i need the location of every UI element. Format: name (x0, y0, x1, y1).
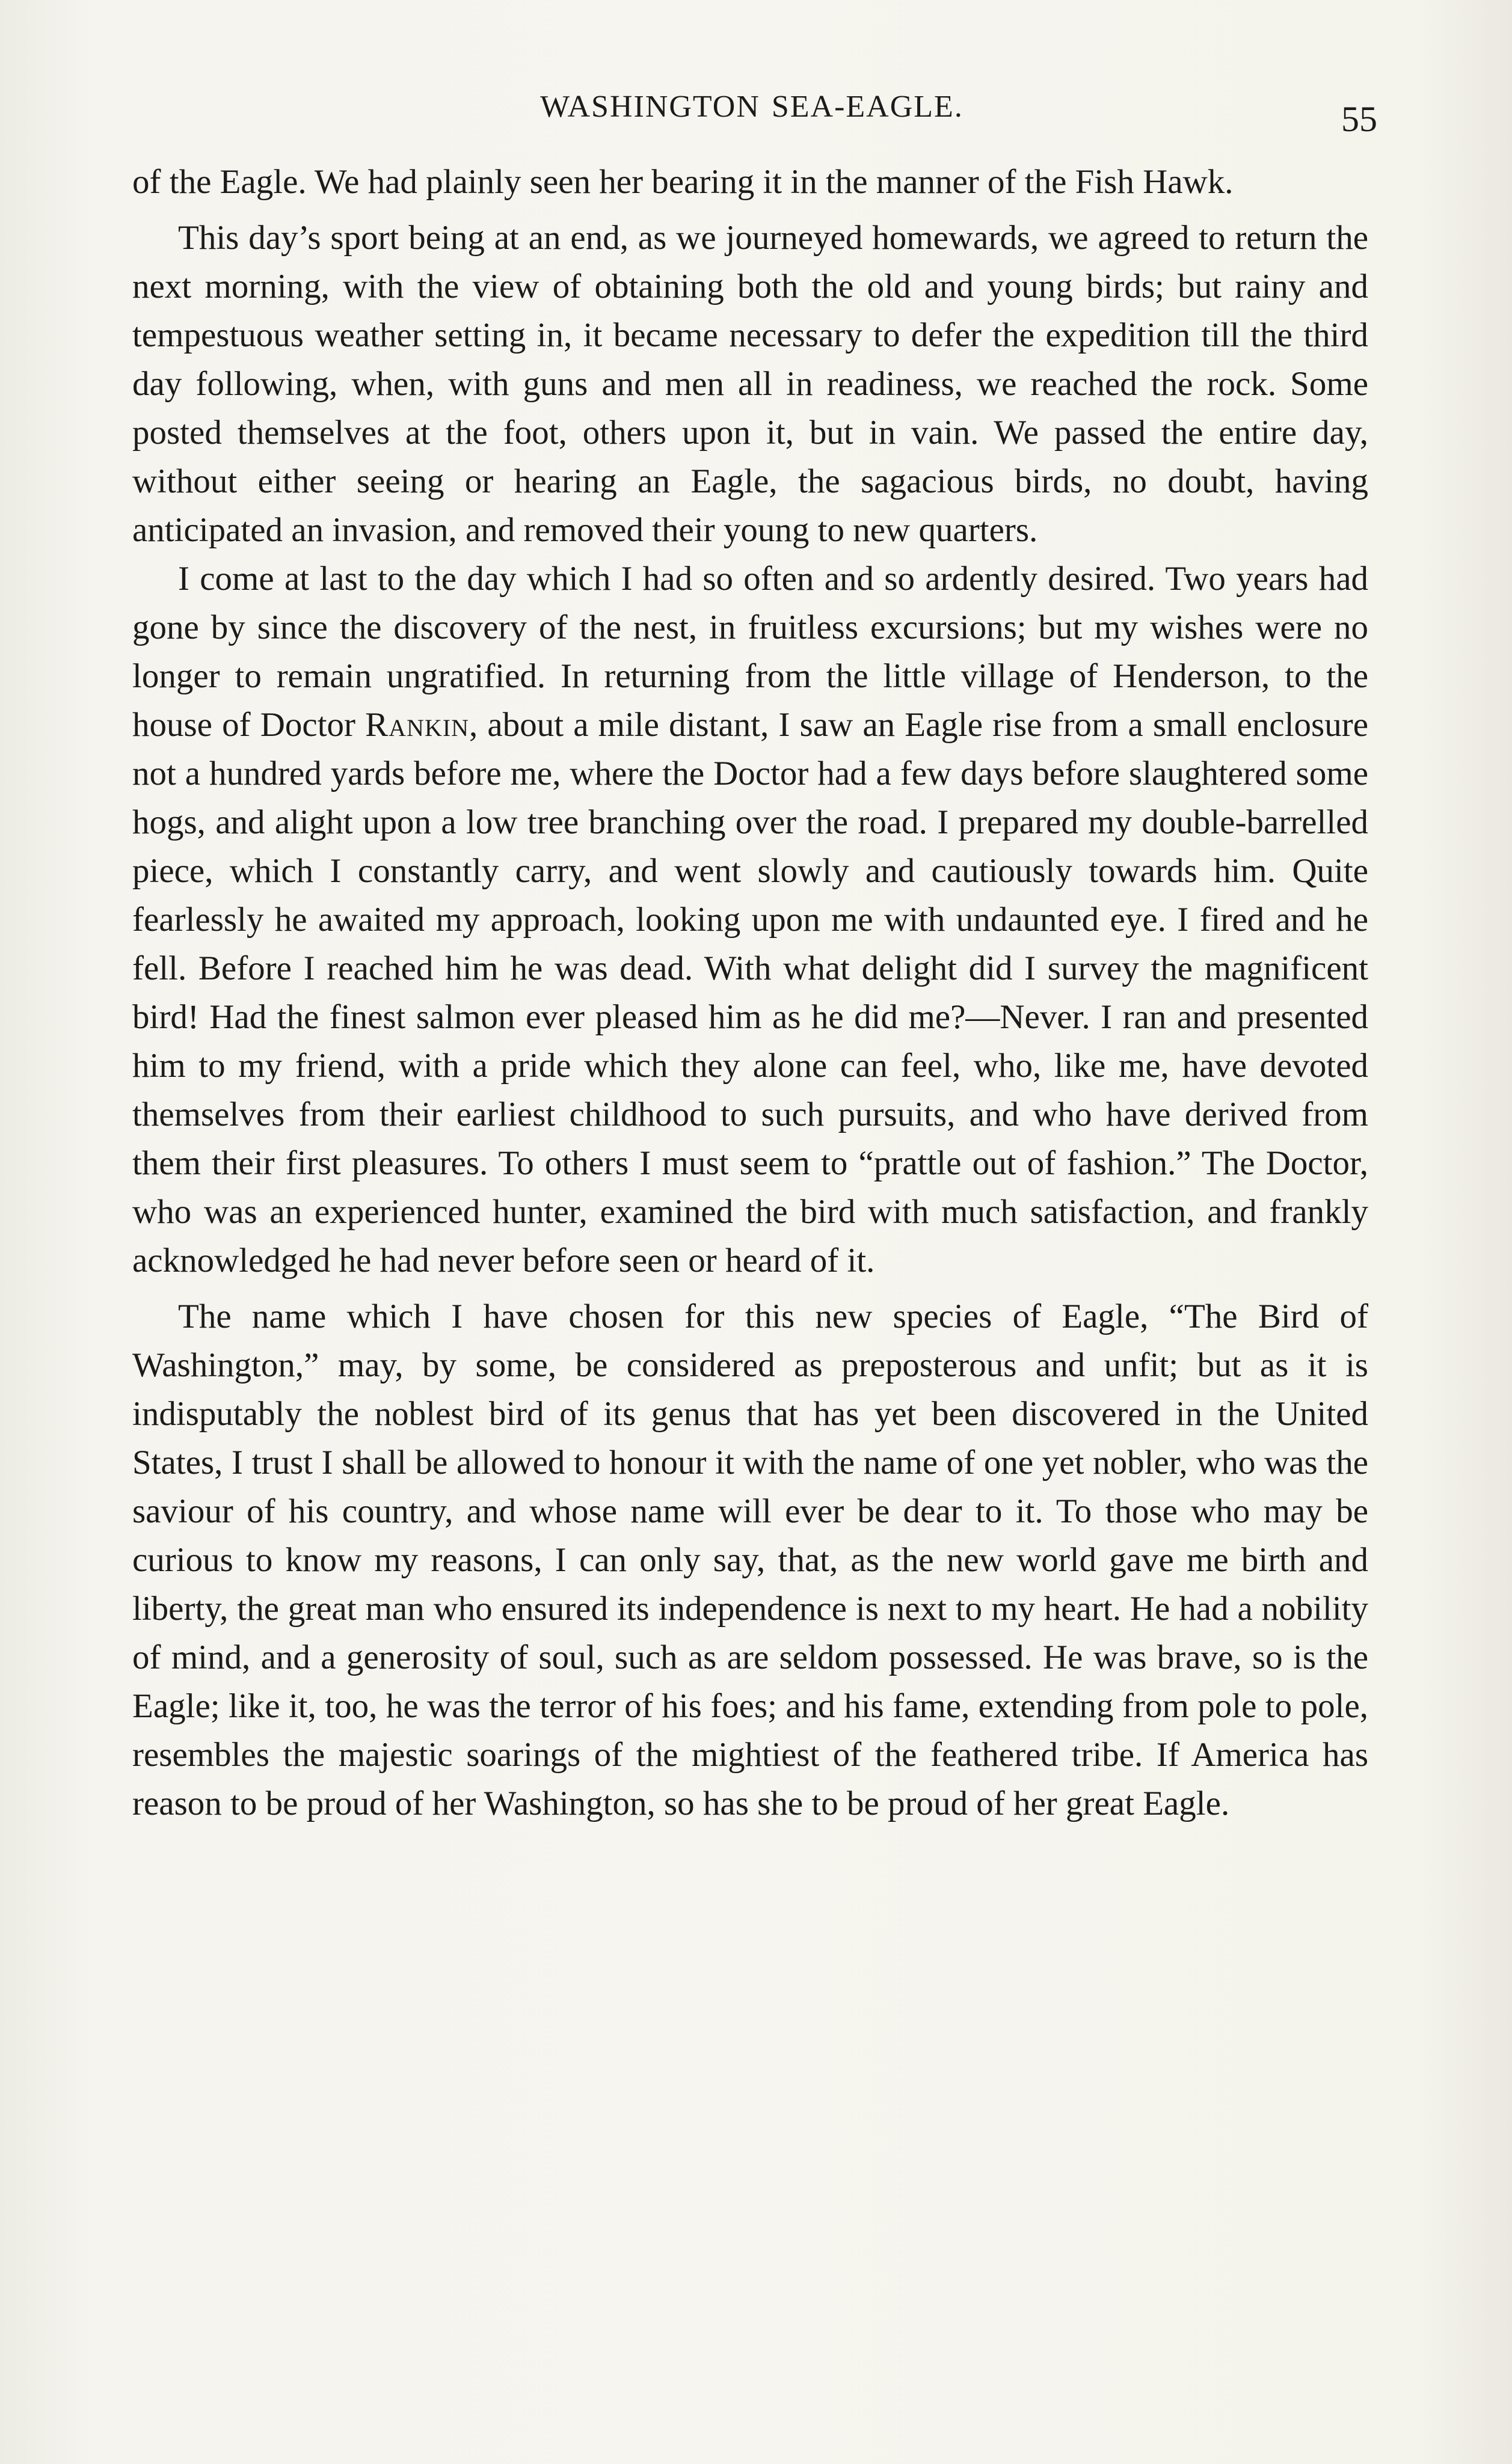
name-rankin: Rankin (365, 706, 470, 744)
paragraph-2: This day’s sport being at an end, as we journeyed homewards, we agreed to return the next morning, with the view of obtaining both the old and young birds; but rainy and tempestuous weather setting in, it became necessary to defer the expedition till the third day following, when, with guns and men all in readiness, we reached the rock. Some posted themselves at the foot, others upon it, but in vain. We passed the entire day, without either seeing or hearing an Eagle, the sagacious birds, no doubt, having anticipated an invasion, and removed their young to new quarters. (132, 219, 1368, 549)
paragraph-4: The name which I have chosen for this new species of Eagle, “The Bird of Washington,” may, by some, be considered as preposterous and unfit; but as it is indisputably the noblest bird of its genus that has yet been discovered in the United States, I trust I shall be allowed to honour it with the name of one yet nobler, who was the saviour of his country, and whose name will ever be dear to it. To those who may be curious to know my reasons, I can only say, that, as the new world gave me birth and liberty, the great man who ensured its independence is next to my heart. He had a nobility of mind, and a generosity of soul, such as are seldom possessed. He was brave, so is the Eagle; like it, too, he was the terror of his foes; and his fame, extending from pole to pole, resembles the majestic soarings of the mightiest of the feathered tribe. If America has reason to be proud of her Washington, so has she to be proud of her great Eagle. (132, 1298, 1368, 1822)
paragraph-3-text-end: , about a mile distant, I saw an Eagle rise from a small enclosure not a hundred yards before me, where the Doctor had a few days before slaughtered some hogs, and alight upon a low tree branching over the road. I prepared my double-barrelled piece, which I constantly carry, and went slowly and cautiously towards him. Quite fearlessly he awaited my approach, looking upon me with undaunted eye. I fired and he fell. Before I reached him he was dead. With what delight did I survey the magnificent bird! Had the finest salmon ever pleased him as he did me?—Never. I ran and presented him to my friend, with a pride which they alone can feel, who, like me, have devoted themselves from their earliest childhood to such pursuits, and who have derived from them their first pleasures. To others I must seem to “prattle out of fashion.” The Doctor, who was an experienced hunter, examined the bird with much satisfaction, and frankly acknowledged he had never before seen or heard of it. (132, 706, 1368, 1280)
body-text (132, 158, 1368, 1828)
page-header (132, 84, 1377, 139)
paragraph-1: of the Eagle. We had plainly seen her bearing it in the manner of the Fish Hawk. (132, 163, 1234, 201)
paragraph-3-text-start: I come at last to the day which I had so often and so ardently desired. Two years had gone by since the discovery of the nest, in fruitless excursions; but my wishes were no longer to remain ungratified. In returning from the little village of Henderson, to the house of Doctor (132, 560, 1368, 744)
running-head: WASHINGTON SEA-EAGLE. (540, 90, 963, 124)
paragraph-3 (132, 554, 1368, 1285)
page-number: 55 (1341, 99, 1377, 139)
